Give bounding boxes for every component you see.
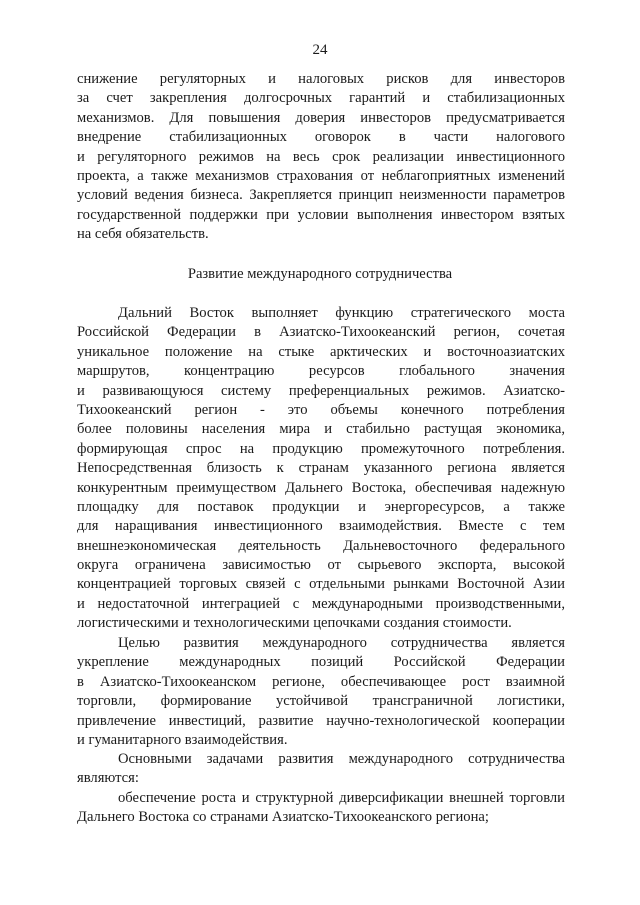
text-line: площадку для поставок продукции и энергоресурсов, а также xyxy=(77,498,565,515)
text-line: внедрение стабилизационных оговорок в части налогового xyxy=(77,129,565,146)
text-line: Целью развития международного сотрудничества является xyxy=(118,635,565,651)
text-line: и развивающуюся систему преференциальных режимов. Азиатско- xyxy=(77,382,565,399)
text-line: уникальное положение на стыке арктических и восточноазиатских xyxy=(77,343,565,360)
text-line: Основными задачами развития международного сотрудничества xyxy=(118,751,565,767)
text-line: и регуляторного режимов на весь срок реализации инвестиционного xyxy=(77,148,565,165)
paragraph-tasks xyxy=(77,750,565,789)
text-line: обеспечение роста и структурной диверсификации внешней торговли xyxy=(118,790,565,806)
text-line: укрепление международных позиций Российской Федерации xyxy=(77,654,565,671)
section-heading: Развитие международного сотрудничества xyxy=(187,266,453,282)
text-line: механизмов. Для повышения доверия инвесторов предусматривается xyxy=(77,109,565,126)
text-line: за счет закрепления долгосрочных гарантий и стабилизационных xyxy=(77,90,565,107)
text-line: Непосредственная близость к странам указанного региона является xyxy=(77,460,565,477)
paragraph-far-east-bridge xyxy=(77,304,565,634)
text-line: маршрутов, концентрацию ресурсов глобального значения xyxy=(77,363,565,380)
text-line: внешнеэкономическая деятельность Дальневосточного федерального xyxy=(77,537,565,554)
paragraph-investor-risks xyxy=(77,70,565,245)
text-line: более половины населения мира и стабильно растущая экономика, xyxy=(77,421,565,438)
text-line: округа ограничена зависимостью от сырьевого экспорта, высокой xyxy=(77,557,565,574)
text-line: в Азиатско-Тихоокеанском регионе, обеспечивающее рост взаимной xyxy=(77,673,565,690)
text-line: Дальний Восток выполняет функцию стратегического моста xyxy=(118,305,565,321)
text-line: конкурентным преимуществом Дальнего Востока, обеспечивая надежную xyxy=(77,479,565,496)
text-line: привлечение инвестиций, развитие научно-технологической кооперации xyxy=(77,712,565,729)
text-line: являются: xyxy=(77,770,139,787)
page-number: 24 xyxy=(312,42,328,58)
text-line: и гуманитарного взаимодействия. xyxy=(77,731,288,748)
paragraph-goal xyxy=(77,634,565,750)
text-line: формирующая спрос на продукцию промежуточного потребления. xyxy=(77,440,565,457)
text-line: для наращивания инвестиционного взаимодействия. Вместе с тем xyxy=(77,518,565,535)
text-line: концентрацией торговых связей с отдельными рынками Восточной Азии xyxy=(77,576,565,593)
text-line: снижение регуляторных и налоговых рисков для инвесторов xyxy=(77,71,565,87)
text-line: Российской Федерации в Азиатско-Тихоокеанский регион, сочетая xyxy=(77,324,565,341)
text-line: проекта, а также механизмов страхования от неблагоприятных изменений xyxy=(77,167,565,184)
text-line: логистическими и технологическими цепочками создания стоимости. xyxy=(77,615,512,632)
text-line: Дальнего Востока со странами Азиатско-Тихоокеанского региона; xyxy=(77,809,489,826)
paragraph-trade-growth xyxy=(77,789,565,828)
text-line: Тихоокеанский регион - это объемы конечного потребления xyxy=(77,401,565,418)
text-line: торговли, формирование устойчивой трансграничной логистики, xyxy=(77,693,565,710)
text-line: условий ведения бизнеса. Закрепляется принцип неизменности параметров xyxy=(77,187,565,204)
text-line: государственной поддержки при условии выполнения инвестором взятых xyxy=(77,206,565,223)
text-line: и недостаточной интеграцией с международными производственными, xyxy=(77,595,565,612)
text-line: на себя обязательств. xyxy=(77,226,209,243)
